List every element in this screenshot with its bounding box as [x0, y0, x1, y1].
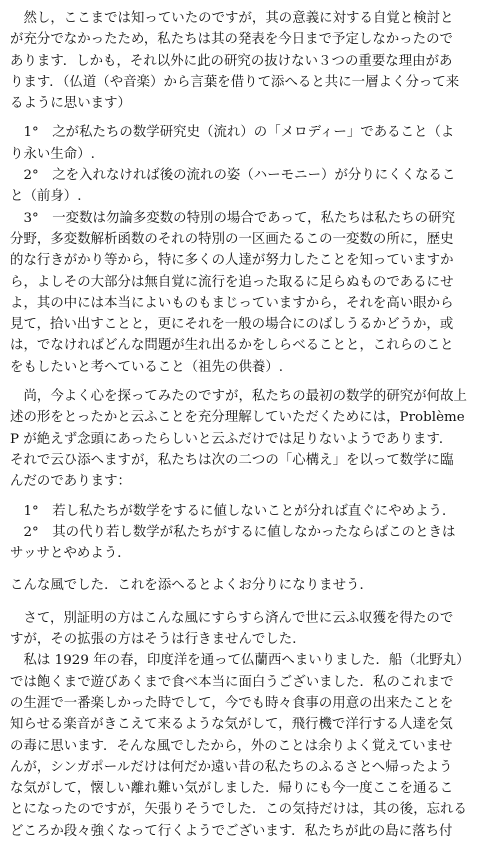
text-line: の毒に思います．そんな風でしたから，外のことは余りよく覚えていませ — [10, 738, 453, 754]
text-line: ります．（仏道（や音楽）から言葉を借りて添へると共に一層よく分って来 — [10, 74, 460, 90]
reason-3-paragraph — [10, 208, 492, 378]
konna-paragraph — [10, 575, 492, 596]
text-line: とになったのですが，矢張りそうでした．この気持だけは，其の後，忘れる — [10, 802, 467, 818]
voyage-paragraph — [10, 650, 492, 842]
reason-2-paragraph — [10, 165, 492, 208]
text-line: んだのであります： — [10, 474, 131, 490]
text-line: 私は 1929 年の春，印度洋を通って仏蘭西へまいりました．船（北野丸） — [10, 653, 470, 669]
text-line: さて，別証明の方はこんな風にすらすら済んで世に云ふ収獲を得たので — [10, 610, 454, 626]
text-line: あります．しかも，それ以外に此の研究の抜けない３つの重要な理由があ — [10, 53, 453, 69]
text-line: 知らせる楽音がきこえて来るような気がして，飛行機で洋行する人達を気 — [10, 717, 453, 733]
sate-paragraph — [10, 608, 492, 651]
text-line: どころか段々強くなって行くようでございます．私たちが此の島に落ち付 — [10, 823, 453, 839]
text-line: の生涯で一番楽しかった時でして，今でも時々食事の用意の出来たことを — [10, 695, 454, 711]
text-line: 1° 若し私たちが数学をするに値しないことが分れば直ぐにやめよう． — [10, 503, 456, 519]
text-line: こんな風でした．これを添へるとよくお分りになりませう． — [10, 578, 373, 594]
text-line: 尚，今よく心を探ってみたのですが，私たちの最初の数学的研究が何故上 — [10, 389, 467, 405]
text-line: では飽くまで遊びあくまで食べ本当に面白うございました．私のこれまで — [10, 674, 454, 690]
text-line: は，でなければどんな問題が生れ出るかをしらべることと，これらのこと — [10, 338, 454, 354]
text-line: よ，其の中には本当によいものもまじっていますから，それを高い眼から — [10, 295, 454, 311]
attitude-1-paragraph — [10, 501, 492, 522]
text-line: それで云ひ添へますが，私たちは次の二つの「心構え」を以って数学に臨 — [10, 452, 454, 468]
probleme-paragraph — [10, 386, 492, 492]
text-line: 2° 其の代り若し数学が私たちがするに値しなかったならばこのときは — [10, 524, 456, 540]
text-line: 分野，多変数解析函数のそれの特別の一区画たるこの一変数の所に，歴史 — [10, 231, 454, 247]
text-line: P が絶えず念頭にあったらしいと云ふだけでは足りないようであります． — [10, 431, 453, 447]
text-line: と（前身）. — [10, 189, 82, 205]
text-line: すが，その拡張の方はそうは行きませんでした． — [10, 632, 306, 648]
intro-paragraph — [10, 8, 492, 114]
text-line: 3° 一変数は勿論多変数の特別の場合であって，私たちは私たちの研究 — [10, 210, 456, 226]
text-line: んが，シンガポールだけは何だか遠い昔の私たちのふるさとへ帰ったよう — [10, 759, 453, 775]
attitude-2-paragraph — [10, 522, 492, 565]
text-line: 述の形をとったかと云ふことを充分理解していただくためには，Problème — [10, 410, 465, 426]
text-line: ら，よしその大部分は無自覚に流行を追った取るに足らぬものであるにせ — [10, 274, 454, 290]
text-line: 2° 之を入れなければ後の流れの姿（ハーモニー）が分りにくくなるこ — [10, 168, 456, 184]
text-line: 見て，拾い出すことと，更にそれを一般の場合にのばしうるかどうか，或 — [10, 317, 454, 333]
text-line: るように思います） — [10, 96, 131, 112]
text-line: 1° 之が私たちの数学研究史（流れ）の「メロディー」であること（よ — [10, 125, 455, 141]
text-line: り永い生命）. — [10, 146, 95, 162]
text-line: サッサとやめよう． — [10, 546, 131, 562]
reason-1-paragraph — [10, 122, 492, 165]
text-line: 的な行きがかり等から，特に多くの人達が努力したことを知っていますか — [10, 253, 454, 269]
text-line: 然し，ここまでは知っていたのですが，其の意義に対する自覚と検討と — [10, 11, 454, 26]
text-line: が充分でなかったため，私たちは其の発表を今日まで予定しなかったので — [10, 32, 454, 48]
document-page — [10, 8, 492, 839]
text-line: をもしたいと考へていること（祖先の供養）. — [10, 359, 284, 375]
text-line: な気がして，懐しい離れ難い気がしました．帰りにも今一度ここを通るこ — [10, 781, 454, 797]
